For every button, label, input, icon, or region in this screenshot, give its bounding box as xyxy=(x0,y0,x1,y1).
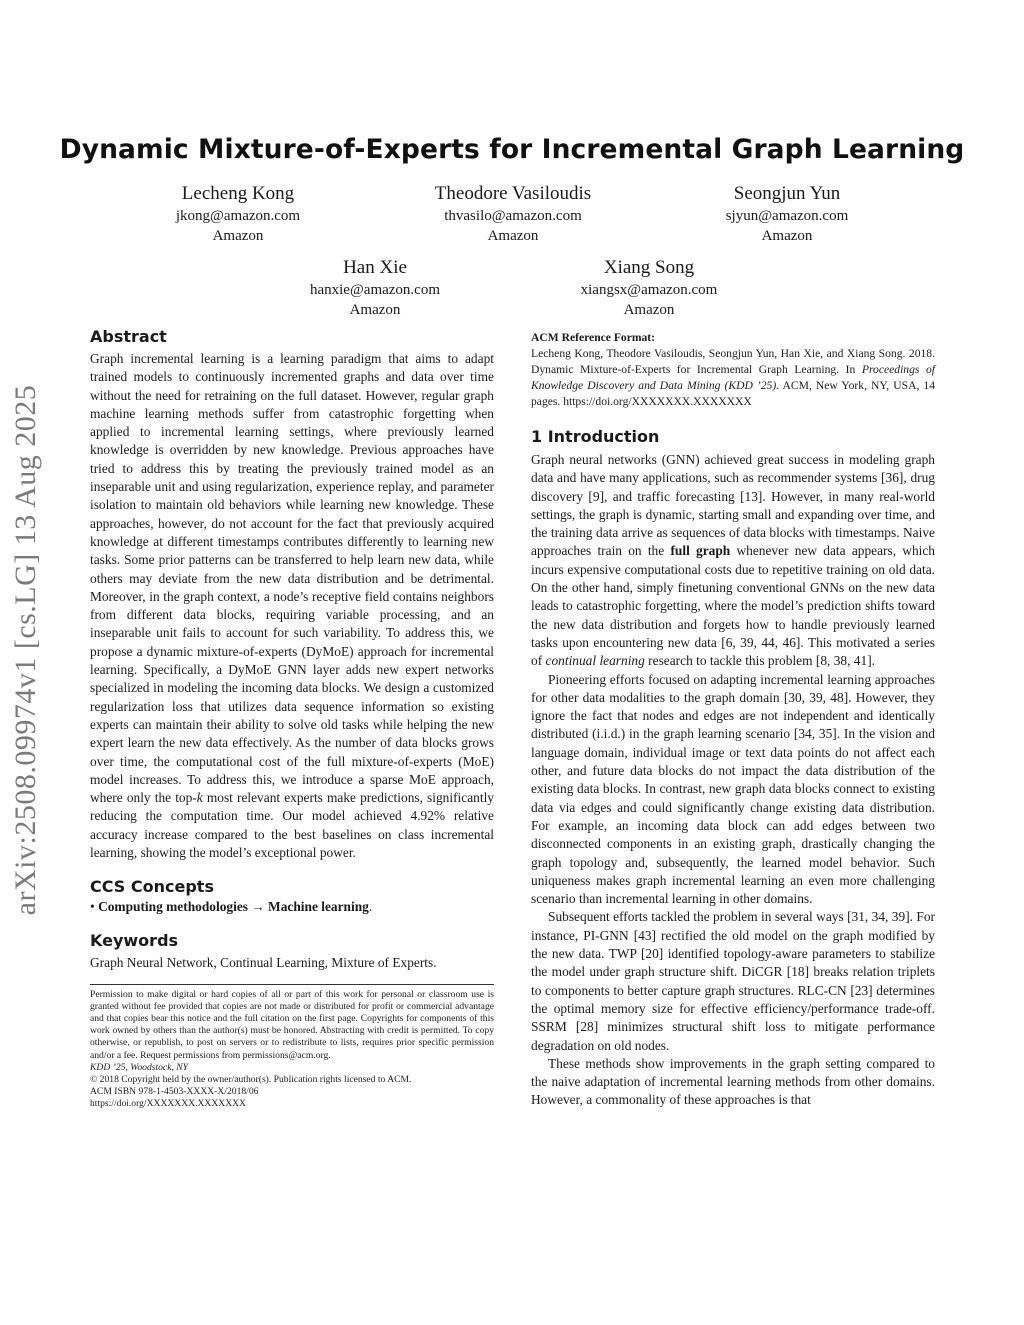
footnote-divider xyxy=(90,984,494,985)
author-email: hanxie@amazon.com xyxy=(309,282,440,298)
intro-text: Graph neural networks (GNN) achieved great success in modeling graph data and have many applications, such as recommender systems [36], drug discovery [9], and traffic forecasting [13]. However, in many real-world settings, the graph is dynamic, starting small and expanding over time, and the training data arrive as sequences of data blocks with timestamps. Naive approaches train on the xyxy=(531,452,935,559)
acm-ref-part: Lecheng Kong, Theodore Vasiloudis, Seongjun Yun, Han Xie, and Xiang Song. 2018. Dynamic Mixture-of-Experts for Incremental Graph Learning. In xyxy=(531,347,935,376)
acm-ref-part: ACM, New York, NY, USA, 14 pages. https://doi.org/XXXXXXX.XXXXXXX xyxy=(531,379,935,408)
ccs-period: . xyxy=(368,899,373,915)
author-block xyxy=(108,182,368,246)
author-email: jkong@amazon.com xyxy=(175,208,301,224)
abstract-text xyxy=(90,350,494,862)
author-affiliation: Amazon xyxy=(212,228,264,244)
acm-reference-text xyxy=(531,346,935,410)
ccs-heading: CCS Concepts xyxy=(90,877,214,897)
author-name: Han Xie xyxy=(343,257,407,278)
right-column xyxy=(531,326,935,1110)
author-name: Lecheng Kong xyxy=(181,183,295,204)
author-email: sjyun@amazon.com xyxy=(725,208,849,224)
left-column xyxy=(90,326,494,1111)
acm-reference-heading: ACM Reference Format: xyxy=(531,331,656,344)
author-affiliation: Amazon xyxy=(761,228,813,244)
doi-line: https://doi.org/XXXXXXX.XXXXXXX xyxy=(90,1098,246,1110)
copyright-line: © 2018 Copyright held by the owner/author(s). Publication rights licensed to ACM. xyxy=(90,1074,412,1086)
keywords-text: Graph Neural Network, Continual Learning, Mixture of Experts. xyxy=(90,955,437,971)
abstract-body: Graph incremental learning is a learning paradigm that aims to adapt trained models to continuously incremented graphs and data over time without the need for retraining on the full dataset. However, regular graph machine learning methods suffer from catastrophic forgetting when applied to incremental learning settings, where previously learned knowledge is overridden by new knowledge. Previous approaches have tried to address this by treating the previously trained model as an inseparable unit and using regularization, experience replay, and parameter isolation to maintain old behaviors while learning new knowledge. These approaches, however, do not account for the fact that previously acquired knowledge at different timestamps contributes differently to learning new tasks. Some prior patterns can be transferred to help learn new data, while others may deviate from the new data distribution and be detrimental. Moreover, in the graph context, a node’s receptive field contains neighbors from different data blocks, requiring variable processing, and an inseparable unit fails to account for such variability. To address this, we propose a dynamic mixture-of-experts (DyMoE) approach for incremental learning. Specifically, a DyMoE GNN layer adds new expert networks specialized in modeling the incoming data blocks. We design a customized regularization loss that utilizes data sequence information so existing experts can maintain their ability to solve old tasks while helping the new expert learn the new data effectively. As the number of data blocks grows over time, the computational cost of the full mixture-of-experts (MoE) model increases. To address this, we introduce a sparse MoE approach, where only the top- xyxy=(90,351,494,806)
intro-bold-text: full graph xyxy=(670,543,731,559)
intro-text: whenever new data appears, which incurs expensive computational costs due to repetitive training on old data. On the other hand, simply finetuning conventional GNNs on the new data leads to catastrophic forgetting, where the model’s prediction shifts toward the new data distribution and forgets how to handle previously learned tasks upon encountering new data [6, 39, 44, 46]. This motivated a series of xyxy=(531,543,936,669)
keywords-heading: Keywords xyxy=(90,931,179,951)
intro-italic-text: continual learning xyxy=(545,653,645,669)
author-block xyxy=(245,256,505,320)
author-affiliation: Amazon xyxy=(623,302,675,318)
intro-paragraph: Pioneering efforts focused on adapting incremental learning approaches for other data modalities to the graph domain [30, 39, 48]. However, they ignore the fact that nodes and edges are not independent and identically distributed (i.i.d.) in the graph learning scenario [34, 35]. In the vision and language domain, individual image or text data points do not affect each other, and future data blocks do not impact the data distribution of the existing data blocks. In contrast, new graph data blocks connect to existing data via edges and could significantly change existing data distribution. For example, an incoming data block can add edges between two disconnected components in an existing graph, drastically changing the graph topology and, subsequently, the learned model behavior. Such uniqueness makes graph incremental learning an even more challenging scenario than incremental learning in other domains. xyxy=(531,671,935,907)
author-email: xiangsx@amazon.com xyxy=(580,282,718,298)
author-block xyxy=(657,182,917,246)
intro-paragraph xyxy=(531,451,935,671)
venue-line xyxy=(90,1062,494,1074)
author-name: Theodore Vasiloudis xyxy=(434,183,592,204)
introduction-heading: 1 Introduction xyxy=(531,427,660,446)
author-email: thvasilo@amazon.com xyxy=(444,208,582,224)
author-affiliation: Amazon xyxy=(487,228,539,244)
author-block xyxy=(383,182,643,246)
abstract-body-end: most relevant experts make predictions, significantly reducing the computation time. Our model achieved 4.92% relative accuracy increase compared to the best baselines on class incremental learning, showing the model’s exceptional power. xyxy=(90,790,494,861)
author-affiliation: Amazon xyxy=(349,302,401,318)
ccs-concept xyxy=(90,898,494,916)
ccs-concept-text: Computing methodologies → Machine learning xyxy=(98,899,369,915)
author-name: Seongjun Yun xyxy=(733,183,841,204)
intro-paragraph: These methods show improvements in the graph setting compared to the naive adaptation of incremental learning methods from other domains. However, a commonality of these approaches is that xyxy=(531,1055,935,1108)
isbn-line: ACM ISBN 978-1-4503-XXXX-X/2018/06 xyxy=(90,1086,259,1098)
paper-title: Dynamic Mixture-of-Experts for Incremental Graph Learning xyxy=(59,134,965,165)
permission-notice: Permission to make digital or hard copies of all or part of this work for personal or classroom use is granted without fee provided that copies are not made or distributed for profit or commercial advantage and that copies bear this notice and the full citation on the first page. Copyrights for components of this work owned by others than the author(s) must be honored. Abstracting with credit is permitted. To copy otherwise, or republish, to post on servers or to redistribute to lists, requires prior specific permission and/or a fee. Request permissions from permissions@acm.org. xyxy=(90,988,494,1061)
abstract-heading: Abstract xyxy=(90,327,167,346)
venue-text: KDD ’25, Woodstock, NY xyxy=(90,1061,188,1073)
arxiv-identifier: arXiv:2508.09974v1 [cs.LG] 13 Aug 2025 xyxy=(9,384,42,916)
bullet-icon: • xyxy=(90,899,95,915)
intro-paragraph: Subsequent efforts tackled the problem in several ways [31, 34, 39]. For instance, PI-GNN [43] rectified the old model on the graph modified by the new data. TWP [20] identified topology-aware parameters to stabilize the model under graph structure shift. DiCGR [18] breaks relation triplets to components to better capture graph structures. RLC-CN [23] determines the optimal memory size for effective efficiency/performance trade-off. SSRM [28] minimizes structural shift loss to mitigate performance degradation on old nodes. xyxy=(531,909,935,1053)
author-block xyxy=(519,256,779,320)
intro-text: research to tackle this problem [8, 38, 41]. xyxy=(644,653,875,669)
author-name: Xiang Song xyxy=(603,257,695,278)
abstract-k-variable: k xyxy=(196,790,203,806)
acm-ref-proceedings: Proceedings of Knowledge Discovery and Data Mining (KDD ’25). xyxy=(531,363,935,392)
